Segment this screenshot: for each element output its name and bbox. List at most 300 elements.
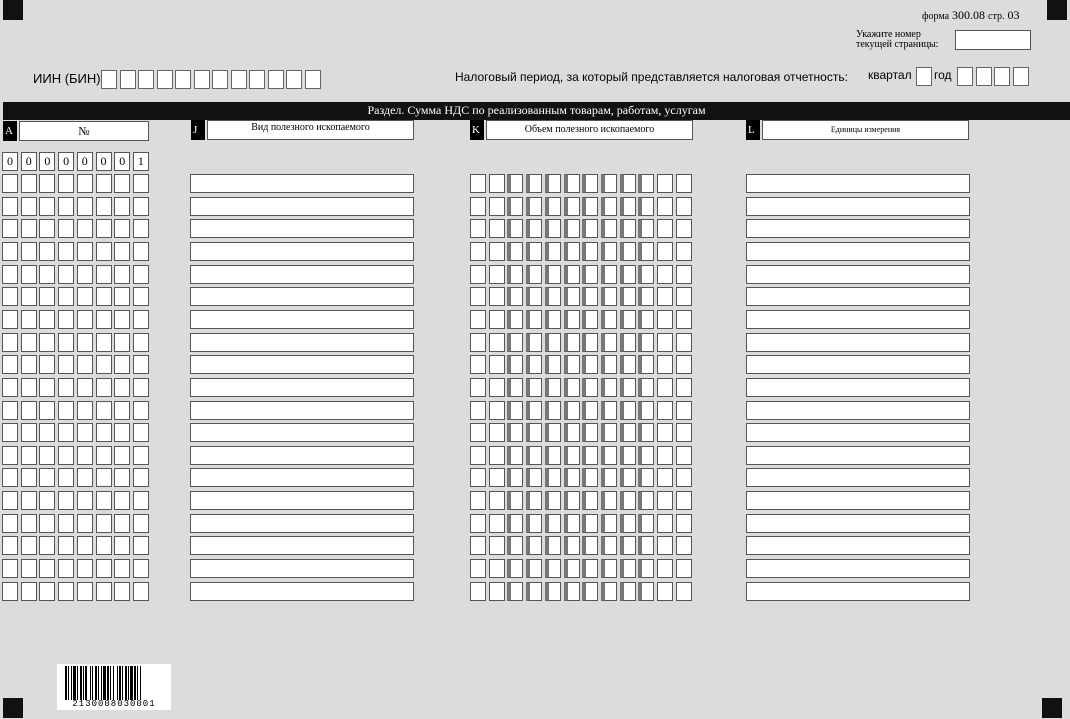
volume-cell[interactable] <box>545 355 561 374</box>
number-cell[interactable] <box>58 491 74 510</box>
volume-cell[interactable] <box>470 559 486 578</box>
iin-digit-box[interactable] <box>212 70 228 89</box>
number-cell[interactable] <box>2 333 18 352</box>
mineral-type-field[interactable] <box>190 197 414 216</box>
unit-field[interactable] <box>746 446 970 465</box>
number-cell[interactable] <box>21 287 37 306</box>
number-cell[interactable] <box>77 197 93 216</box>
volume-cell[interactable] <box>638 355 654 374</box>
iin-digit-box[interactable] <box>157 70 173 89</box>
number-cell[interactable] <box>114 514 130 533</box>
volume-cell[interactable] <box>620 355 636 374</box>
volume-cell[interactable] <box>638 401 654 420</box>
volume-cell[interactable] <box>507 174 523 193</box>
number-cell[interactable] <box>39 242 55 261</box>
volume-cell[interactable] <box>507 423 523 442</box>
number-cell[interactable] <box>77 491 93 510</box>
volume-cell[interactable] <box>638 197 654 216</box>
volume-cell[interactable] <box>545 265 561 284</box>
volume-cell[interactable] <box>620 491 636 510</box>
number-cell[interactable] <box>114 423 130 442</box>
number-cell[interactable] <box>21 401 37 420</box>
volume-cell[interactable] <box>620 423 636 442</box>
volume-cell[interactable] <box>601 423 617 442</box>
number-cell[interactable] <box>77 219 93 238</box>
volume-cell[interactable] <box>676 468 692 487</box>
volume-cell[interactable] <box>564 287 580 306</box>
volume-cell[interactable] <box>638 310 654 329</box>
number-cell[interactable] <box>114 333 130 352</box>
volume-cell[interactable] <box>676 310 692 329</box>
volume-cell[interactable] <box>489 468 505 487</box>
volume-cell[interactable] <box>545 378 561 397</box>
number-cell[interactable] <box>2 491 18 510</box>
number-cell[interactable] <box>39 536 55 555</box>
volume-cell[interactable] <box>601 242 617 261</box>
volume-cell[interactable] <box>507 355 523 374</box>
number-cell[interactable] <box>133 333 149 352</box>
volume-cell[interactable] <box>545 423 561 442</box>
number-cell[interactable] <box>39 559 55 578</box>
mineral-type-field[interactable] <box>190 401 414 420</box>
volume-cell[interactable] <box>657 468 673 487</box>
number-cell[interactable] <box>2 310 18 329</box>
volume-cell[interactable] <box>564 491 580 510</box>
volume-cell[interactable] <box>620 401 636 420</box>
volume-cell[interactable] <box>657 265 673 284</box>
number-cell[interactable] <box>2 287 18 306</box>
mineral-type-field[interactable] <box>190 468 414 487</box>
unit-field[interactable] <box>746 582 970 601</box>
number-cell[interactable] <box>58 536 74 555</box>
volume-cell[interactable] <box>601 582 617 601</box>
volume-cell[interactable] <box>526 287 542 306</box>
number-cell[interactable] <box>114 401 130 420</box>
volume-cell[interactable] <box>526 219 542 238</box>
number-cell[interactable] <box>77 401 93 420</box>
number-cell[interactable] <box>21 423 37 442</box>
volume-cell[interactable] <box>470 491 486 510</box>
volume-cell[interactable] <box>526 559 542 578</box>
volume-cell[interactable] <box>582 514 598 533</box>
number-cell[interactable] <box>96 582 112 601</box>
volume-cell[interactable] <box>470 468 486 487</box>
number-cell[interactable] <box>2 446 18 465</box>
volume-cell[interactable] <box>638 265 654 284</box>
volume-cell[interactable] <box>657 333 673 352</box>
volume-cell[interactable] <box>489 582 505 601</box>
number-cell[interactable] <box>21 536 37 555</box>
number-cell[interactable] <box>58 559 74 578</box>
unit-field[interactable] <box>746 514 970 533</box>
volume-cell[interactable] <box>657 514 673 533</box>
number-cell[interactable] <box>58 174 74 193</box>
volume-cell[interactable] <box>620 514 636 533</box>
number-cell[interactable] <box>58 265 74 284</box>
volume-cell[interactable] <box>601 310 617 329</box>
number-cell[interactable] <box>2 355 18 374</box>
volume-cell[interactable] <box>582 559 598 578</box>
volume-cell[interactable] <box>489 355 505 374</box>
volume-cell[interactable] <box>564 423 580 442</box>
number-cell[interactable] <box>133 378 149 397</box>
volume-cell[interactable] <box>470 287 486 306</box>
volume-cell[interactable] <box>545 446 561 465</box>
volume-cell[interactable] <box>676 582 692 601</box>
volume-cell[interactable] <box>526 355 542 374</box>
number-cell[interactable] <box>77 242 93 261</box>
volume-cell[interactable] <box>564 310 580 329</box>
volume-cell[interactable] <box>470 582 486 601</box>
volume-cell[interactable] <box>676 446 692 465</box>
number-cell[interactable] <box>58 446 74 465</box>
number-cell[interactable] <box>114 491 130 510</box>
volume-cell[interactable] <box>545 242 561 261</box>
number-cell[interactable] <box>133 536 149 555</box>
volume-cell[interactable] <box>507 582 523 601</box>
unit-field[interactable] <box>746 287 970 306</box>
volume-cell[interactable] <box>676 355 692 374</box>
number-cell[interactable] <box>21 582 37 601</box>
unit-field[interactable] <box>746 355 970 374</box>
mineral-type-field[interactable] <box>190 242 414 261</box>
volume-cell[interactable] <box>620 582 636 601</box>
volume-cell[interactable] <box>601 378 617 397</box>
volume-cell[interactable] <box>657 582 673 601</box>
number-cell[interactable] <box>114 355 130 374</box>
volume-cell[interactable] <box>601 468 617 487</box>
volume-cell[interactable] <box>470 333 486 352</box>
number-cell[interactable] <box>39 265 55 284</box>
volume-cell[interactable] <box>526 582 542 601</box>
number-cell[interactable] <box>21 378 37 397</box>
volume-cell[interactable] <box>564 355 580 374</box>
number-cell[interactable] <box>77 559 93 578</box>
number-cell[interactable] <box>21 242 37 261</box>
number-cell[interactable] <box>2 582 18 601</box>
volume-cell[interactable] <box>507 310 523 329</box>
number-cell[interactable] <box>2 468 18 487</box>
iin-digit-box[interactable] <box>249 70 265 89</box>
mineral-type-field[interactable] <box>190 287 414 306</box>
volume-cell[interactable] <box>620 468 636 487</box>
volume-cell[interactable] <box>489 514 505 533</box>
number-cell[interactable] <box>96 559 112 578</box>
volume-cell[interactable] <box>564 536 580 555</box>
volume-cell[interactable] <box>638 468 654 487</box>
volume-cell[interactable] <box>657 219 673 238</box>
current-page-input[interactable] <box>955 30 1031 50</box>
volume-cell[interactable] <box>489 287 505 306</box>
volume-cell[interactable] <box>582 468 598 487</box>
number-cell[interactable] <box>96 265 112 284</box>
number-cell[interactable] <box>133 401 149 420</box>
number-cell[interactable] <box>2 401 18 420</box>
volume-cell[interactable] <box>564 446 580 465</box>
volume-cell[interactable] <box>620 265 636 284</box>
volume-cell[interactable] <box>582 401 598 420</box>
volume-cell[interactable] <box>638 174 654 193</box>
mineral-type-field[interactable] <box>190 378 414 397</box>
volume-cell[interactable] <box>676 333 692 352</box>
volume-cell[interactable] <box>657 174 673 193</box>
volume-cell[interactable] <box>676 514 692 533</box>
volume-cell[interactable] <box>564 265 580 284</box>
number-cell[interactable] <box>114 446 130 465</box>
number-cell[interactable] <box>96 468 112 487</box>
volume-cell[interactable] <box>507 333 523 352</box>
volume-cell[interactable] <box>582 197 598 216</box>
volume-cell[interactable] <box>620 219 636 238</box>
volume-cell[interactable] <box>582 423 598 442</box>
year-digit-box[interactable] <box>957 67 973 86</box>
volume-cell[interactable] <box>545 582 561 601</box>
volume-cell[interactable] <box>601 401 617 420</box>
volume-cell[interactable] <box>489 423 505 442</box>
volume-cell[interactable] <box>582 333 598 352</box>
volume-cell[interactable] <box>638 287 654 306</box>
number-cell[interactable] <box>77 265 93 284</box>
number-cell[interactable] <box>2 378 18 397</box>
number-cell[interactable] <box>114 378 130 397</box>
volume-cell[interactable] <box>601 219 617 238</box>
number-cell[interactable] <box>96 491 112 510</box>
volume-cell[interactable] <box>620 310 636 329</box>
number-cell[interactable] <box>133 423 149 442</box>
number-cell[interactable] <box>58 310 74 329</box>
number-cell[interactable] <box>21 265 37 284</box>
volume-cell[interactable] <box>564 582 580 601</box>
unit-field[interactable] <box>746 219 970 238</box>
volume-cell[interactable] <box>545 536 561 555</box>
volume-cell[interactable] <box>657 287 673 306</box>
quarter-input[interactable] <box>916 67 932 86</box>
volume-cell[interactable] <box>526 378 542 397</box>
unit-field[interactable] <box>746 401 970 420</box>
number-cell[interactable] <box>114 582 130 601</box>
volume-cell[interactable] <box>676 378 692 397</box>
number-cell[interactable] <box>21 219 37 238</box>
number-cell[interactable] <box>21 355 37 374</box>
volume-cell[interactable] <box>582 219 598 238</box>
volume-cell[interactable] <box>582 582 598 601</box>
number-cell[interactable] <box>133 219 149 238</box>
volume-cell[interactable] <box>638 242 654 261</box>
volume-cell[interactable] <box>620 536 636 555</box>
number-cell[interactable] <box>114 536 130 555</box>
volume-cell[interactable] <box>564 401 580 420</box>
volume-cell[interactable] <box>638 378 654 397</box>
mineral-type-field[interactable] <box>190 219 414 238</box>
number-cell[interactable] <box>58 423 74 442</box>
volume-cell[interactable] <box>620 174 636 193</box>
volume-cell[interactable] <box>507 197 523 216</box>
number-cell[interactable] <box>96 242 112 261</box>
volume-cell[interactable] <box>676 536 692 555</box>
volume-cell[interactable] <box>507 536 523 555</box>
number-cell[interactable] <box>39 491 55 510</box>
number-cell[interactable] <box>39 197 55 216</box>
number-cell[interactable] <box>58 333 74 352</box>
number-cell[interactable] <box>77 468 93 487</box>
number-cell[interactable] <box>39 333 55 352</box>
volume-cell[interactable] <box>526 197 542 216</box>
volume-cell[interactable] <box>526 491 542 510</box>
volume-cell[interactable] <box>545 468 561 487</box>
volume-cell[interactable] <box>657 491 673 510</box>
volume-cell[interactable] <box>676 174 692 193</box>
number-cell[interactable] <box>77 536 93 555</box>
mineral-type-field[interactable] <box>190 423 414 442</box>
number-cell[interactable] <box>39 219 55 238</box>
mineral-type-field[interactable] <box>190 333 414 352</box>
volume-cell[interactable] <box>470 378 486 397</box>
volume-cell[interactable] <box>657 423 673 442</box>
volume-cell[interactable] <box>582 536 598 555</box>
mineral-type-field[interactable] <box>190 536 414 555</box>
number-cell[interactable] <box>2 242 18 261</box>
year-digit-box[interactable] <box>976 67 992 86</box>
number-cell[interactable] <box>58 514 74 533</box>
number-cell[interactable] <box>58 468 74 487</box>
unit-field[interactable] <box>746 197 970 216</box>
volume-cell[interactable] <box>470 265 486 284</box>
mineral-type-field[interactable] <box>190 310 414 329</box>
volume-cell[interactable] <box>582 355 598 374</box>
volume-cell[interactable] <box>620 197 636 216</box>
volume-cell[interactable] <box>489 378 505 397</box>
mineral-type-field[interactable] <box>190 514 414 533</box>
number-cell[interactable] <box>114 174 130 193</box>
volume-cell[interactable] <box>489 242 505 261</box>
number-cell[interactable] <box>21 446 37 465</box>
number-cell[interactable] <box>39 401 55 420</box>
volume-cell[interactable] <box>676 401 692 420</box>
volume-cell[interactable] <box>489 536 505 555</box>
number-cell[interactable] <box>133 355 149 374</box>
volume-cell[interactable] <box>489 219 505 238</box>
volume-cell[interactable] <box>489 559 505 578</box>
volume-cell[interactable] <box>507 401 523 420</box>
volume-cell[interactable] <box>564 197 580 216</box>
number-cell[interactable] <box>77 333 93 352</box>
number-cell[interactable] <box>2 174 18 193</box>
volume-cell[interactable] <box>526 468 542 487</box>
volume-cell[interactable] <box>526 174 542 193</box>
mineral-type-field[interactable] <box>190 559 414 578</box>
number-cell[interactable] <box>21 491 37 510</box>
volume-cell[interactable] <box>507 514 523 533</box>
volume-cell[interactable] <box>507 242 523 261</box>
number-cell[interactable] <box>58 287 74 306</box>
volume-cell[interactable] <box>582 491 598 510</box>
volume-cell[interactable] <box>470 446 486 465</box>
number-cell[interactable] <box>77 310 93 329</box>
mineral-type-field[interactable] <box>190 582 414 601</box>
volume-cell[interactable] <box>601 355 617 374</box>
volume-cell[interactable] <box>601 446 617 465</box>
volume-cell[interactable] <box>470 174 486 193</box>
volume-cell[interactable] <box>676 559 692 578</box>
volume-cell[interactable] <box>470 242 486 261</box>
volume-cell[interactable] <box>507 559 523 578</box>
unit-field[interactable] <box>746 536 970 555</box>
number-cell[interactable] <box>2 197 18 216</box>
volume-cell[interactable] <box>564 219 580 238</box>
volume-cell[interactable] <box>507 287 523 306</box>
volume-cell[interactable] <box>470 536 486 555</box>
mineral-type-field[interactable] <box>190 491 414 510</box>
number-cell[interactable] <box>114 468 130 487</box>
number-cell[interactable] <box>114 310 130 329</box>
volume-cell[interactable] <box>489 174 505 193</box>
number-cell[interactable] <box>133 446 149 465</box>
volume-cell[interactable] <box>545 401 561 420</box>
mineral-type-field[interactable] <box>190 355 414 374</box>
number-cell[interactable] <box>133 514 149 533</box>
number-cell[interactable] <box>114 287 130 306</box>
volume-cell[interactable] <box>507 491 523 510</box>
volume-cell[interactable] <box>564 333 580 352</box>
volume-cell[interactable] <box>638 423 654 442</box>
volume-cell[interactable] <box>676 242 692 261</box>
volume-cell[interactable] <box>564 559 580 578</box>
volume-cell[interactable] <box>545 333 561 352</box>
number-cell[interactable] <box>96 446 112 465</box>
volume-cell[interactable] <box>564 242 580 261</box>
number-cell[interactable] <box>77 287 93 306</box>
volume-cell[interactable] <box>545 559 561 578</box>
iin-digit-box[interactable] <box>194 70 210 89</box>
iin-digit-box[interactable] <box>138 70 154 89</box>
unit-field[interactable] <box>746 333 970 352</box>
volume-cell[interactable] <box>582 174 598 193</box>
volume-cell[interactable] <box>470 197 486 216</box>
unit-field[interactable] <box>746 174 970 193</box>
volume-cell[interactable] <box>526 514 542 533</box>
number-cell[interactable] <box>39 310 55 329</box>
number-cell[interactable] <box>77 355 93 374</box>
volume-cell[interactable] <box>676 197 692 216</box>
number-cell[interactable] <box>133 491 149 510</box>
volume-cell[interactable] <box>526 423 542 442</box>
volume-cell[interactable] <box>657 559 673 578</box>
number-cell[interactable] <box>77 378 93 397</box>
volume-cell[interactable] <box>564 514 580 533</box>
volume-cell[interactable] <box>601 333 617 352</box>
number-cell[interactable] <box>77 514 93 533</box>
volume-cell[interactable] <box>489 491 505 510</box>
volume-cell[interactable] <box>582 446 598 465</box>
volume-cell[interactable] <box>489 333 505 352</box>
volume-cell[interactable] <box>620 287 636 306</box>
number-cell[interactable] <box>133 174 149 193</box>
volume-cell[interactable] <box>676 265 692 284</box>
number-cell[interactable] <box>114 197 130 216</box>
unit-field[interactable] <box>746 423 970 442</box>
volume-cell[interactable] <box>507 219 523 238</box>
number-cell[interactable] <box>96 287 112 306</box>
volume-cell[interactable] <box>601 536 617 555</box>
volume-cell[interactable] <box>657 242 673 261</box>
mineral-type-field[interactable] <box>190 446 414 465</box>
volume-cell[interactable] <box>564 174 580 193</box>
number-cell[interactable] <box>96 333 112 352</box>
number-cell[interactable] <box>58 242 74 261</box>
volume-cell[interactable] <box>582 287 598 306</box>
volume-cell[interactable] <box>676 287 692 306</box>
volume-cell[interactable] <box>545 310 561 329</box>
